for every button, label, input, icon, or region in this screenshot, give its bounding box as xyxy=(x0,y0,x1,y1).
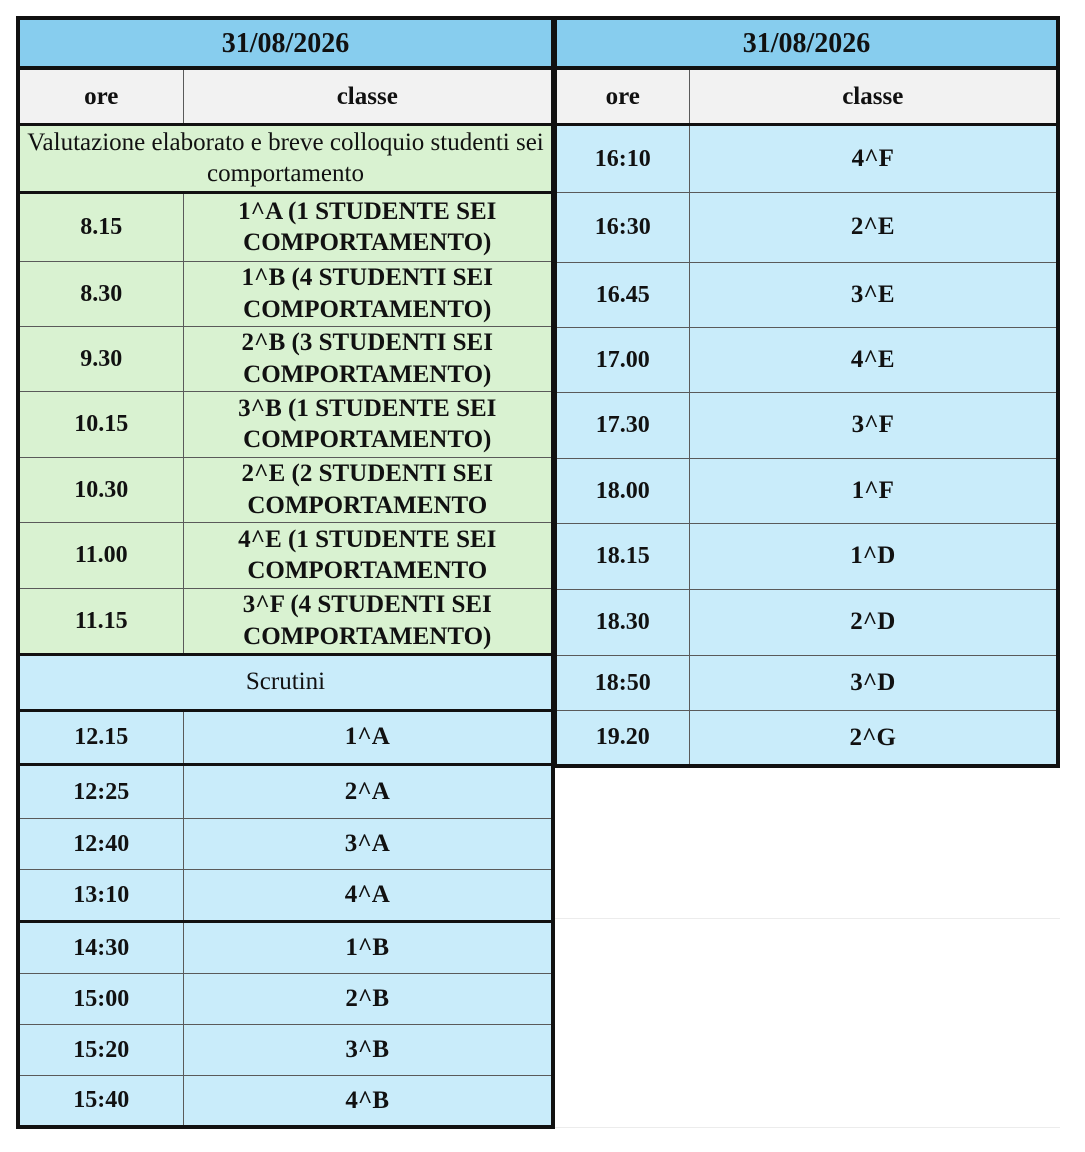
class-cell: 2^D xyxy=(689,589,1058,655)
table-row xyxy=(18,1075,553,1127)
time-cell: 13:10 xyxy=(18,869,183,921)
time-cell: 15:40 xyxy=(18,1075,183,1127)
table-row xyxy=(18,818,553,869)
time-cell: 18.30 xyxy=(555,589,689,655)
table-row xyxy=(18,457,553,522)
table-row xyxy=(18,391,553,457)
class-cell: 4^F xyxy=(689,124,1058,192)
table-row xyxy=(555,124,1058,192)
time-cell: 11.00 xyxy=(18,522,183,588)
time-cell: 14:30 xyxy=(18,921,183,973)
time-cell: 16:30 xyxy=(555,192,689,262)
table-row xyxy=(18,1024,553,1075)
column-header-ore: ore xyxy=(555,68,689,124)
table-row xyxy=(18,710,553,764)
class-cell: 4^B xyxy=(183,1075,553,1127)
time-cell: 17.30 xyxy=(555,392,689,458)
date-header-left: 31/08/2026 xyxy=(18,18,553,68)
table-row xyxy=(18,522,553,588)
column-header-row xyxy=(555,68,1058,124)
class-cell: 3^F xyxy=(689,392,1058,458)
class-cell: 1^D xyxy=(689,523,1058,589)
time-cell: 12.15 xyxy=(18,710,183,764)
time-cell: 15:20 xyxy=(18,1024,183,1075)
table-row xyxy=(555,262,1058,327)
schedule-table-left xyxy=(16,16,555,1129)
table-row xyxy=(555,392,1058,458)
table-row xyxy=(18,973,553,1024)
class-cell: 1^F xyxy=(689,458,1058,523)
faint-separator-line xyxy=(555,1127,1060,1128)
table-row xyxy=(18,921,553,973)
date-header-row xyxy=(18,18,553,68)
table-row xyxy=(18,764,553,818)
class-cell: 2^A xyxy=(183,764,553,818)
time-cell: 18:50 xyxy=(555,655,689,710)
faint-separator-line xyxy=(555,918,1060,919)
class-cell: 1^B (4 STUDENTI SEI COMPORTAMENTO) xyxy=(183,261,553,326)
class-cell: 1^A xyxy=(183,710,553,764)
table-row xyxy=(555,458,1058,523)
time-cell: 15:00 xyxy=(18,973,183,1024)
class-cell: 4^E xyxy=(689,327,1058,392)
class-cell: 3^E xyxy=(689,262,1058,327)
time-cell: 8.30 xyxy=(18,261,183,326)
table-row xyxy=(555,523,1058,589)
class-cell: 3^B xyxy=(183,1024,553,1075)
time-cell: 12:40 xyxy=(18,818,183,869)
table-row xyxy=(18,261,553,326)
class-cell: 3^D xyxy=(689,655,1058,710)
time-cell: 18.00 xyxy=(555,458,689,523)
time-cell: 12:25 xyxy=(18,764,183,818)
class-cell: 3^B (1 STUDENTE SEI COMPORTAMENTO) xyxy=(183,391,553,457)
class-cell: 2^G xyxy=(689,710,1058,766)
table-row xyxy=(18,869,553,921)
class-cell: 2^B xyxy=(183,973,553,1024)
table-row xyxy=(555,327,1058,392)
time-cell: 8.15 xyxy=(18,192,183,261)
table-row xyxy=(555,589,1058,655)
class-cell: 3^A xyxy=(183,818,553,869)
class-cell: 4^E (1 STUDENTE SEI COMPORTAMENTO xyxy=(183,522,553,588)
class-cell: 1^B xyxy=(183,921,553,973)
class-cell: 2^E (2 STUDENTI SEI COMPORTAMENTO xyxy=(183,457,553,522)
table-row xyxy=(18,326,553,391)
table-row xyxy=(18,192,553,261)
section-row xyxy=(18,654,553,710)
time-cell: 19.20 xyxy=(555,710,689,766)
column-header-classe: classe xyxy=(183,68,553,124)
time-cell: 16.45 xyxy=(555,262,689,327)
section-row xyxy=(18,124,553,192)
date-header-right: 31/08/2026 xyxy=(555,18,1058,68)
table-row xyxy=(555,192,1058,262)
column-header-classe: classe xyxy=(689,68,1058,124)
column-header-ore: ore xyxy=(18,68,183,124)
schedule-table-right xyxy=(553,16,1060,768)
time-cell: 11.15 xyxy=(18,588,183,654)
section-title-scrutini: Scrutini xyxy=(18,654,553,710)
class-cell: 1^A (1 STUDENTE SEI COMPORTAMENTO) xyxy=(183,192,553,261)
table-row xyxy=(555,710,1058,766)
time-cell: 10.15 xyxy=(18,391,183,457)
date-header-row xyxy=(555,18,1058,68)
table-row xyxy=(18,588,553,654)
time-cell: 16:10 xyxy=(555,124,689,192)
class-cell: 2^E xyxy=(689,192,1058,262)
time-cell: 17.00 xyxy=(555,327,689,392)
column-header-row xyxy=(18,68,553,124)
time-cell: 9.30 xyxy=(18,326,183,391)
table-row xyxy=(555,655,1058,710)
section-title-valutazione: Valutazione elaborato e breve colloquio studenti sei comportamento xyxy=(18,124,553,192)
time-cell: 18.15 xyxy=(555,523,689,589)
class-cell: 4^A xyxy=(183,869,553,921)
class-cell: 3^F (4 STUDENTI SEI COMPORTAMENTO) xyxy=(183,588,553,654)
time-cell: 10.30 xyxy=(18,457,183,522)
class-cell: 2^B (3 STUDENTI SEI COMPORTAMENTO) xyxy=(183,326,553,391)
